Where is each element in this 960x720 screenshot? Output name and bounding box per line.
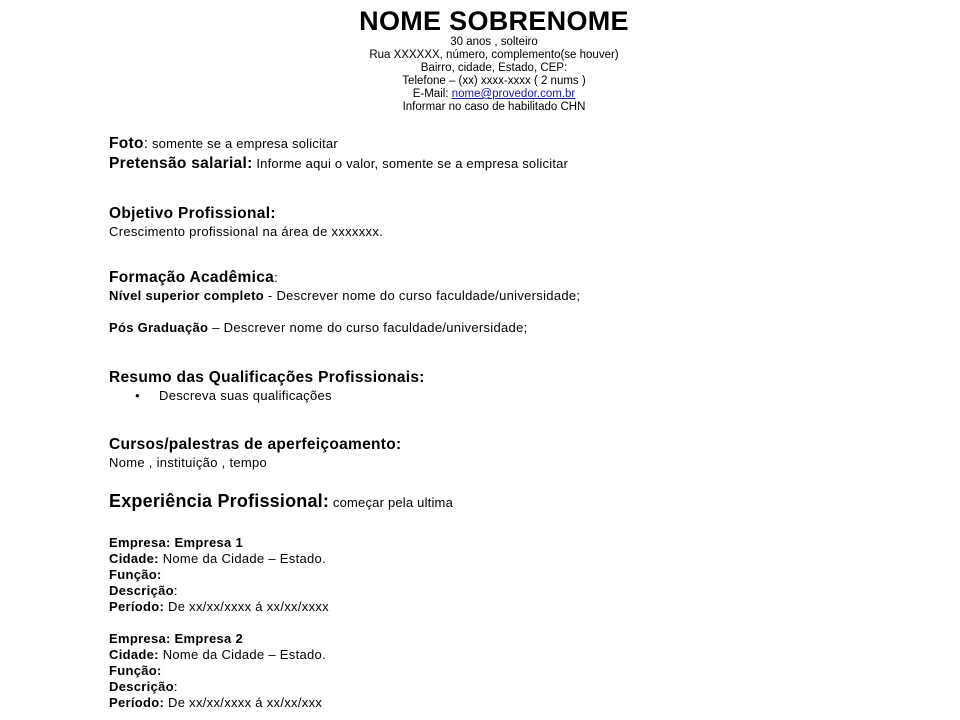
courses-text: Nome , instituição , tempo: [109, 455, 268, 470]
objective-heading: [109, 206, 276, 222]
objective-title: Objetivo Profissional:: [109, 205, 276, 222]
job-2-description: [109, 679, 178, 695]
period-value: De xx/xx/xxxx á xx/xx/xxx: [164, 695, 323, 710]
job-1-company: [109, 535, 243, 551]
courses-title: Cursos/palestras de aperfeiçoamento:: [109, 436, 402, 453]
resume-header: [0, 6, 960, 114]
qualification-text: Descreva suas qualificações: [159, 388, 332, 403]
period-value: De xx/xx/xxxx á xx/xx/xxxx: [164, 599, 329, 614]
degree-label: Nível superior completo: [109, 288, 264, 303]
job-1-description: [109, 583, 178, 599]
experience-heading: [109, 493, 453, 511]
education-postgrad: [109, 320, 528, 336]
experience-note: começar pela ultima: [329, 495, 454, 510]
email-line: [0, 88, 960, 101]
period-label: Período:: [109, 599, 165, 614]
city-label: Cidade:: [109, 551, 159, 566]
salary-label: Pretensão salarial:: [109, 155, 253, 172]
postgrad-label: Pós Graduação: [109, 320, 209, 335]
job-2-role: [109, 663, 162, 679]
education-title: Formação Acadêmica: [109, 269, 275, 286]
qualification-item: [135, 388, 332, 403]
job-2-company: [109, 631, 243, 647]
education-degree: [109, 288, 580, 304]
description-label: Descrição: [109, 679, 174, 694]
city-value: Nome da Cidade – Estado.: [158, 551, 326, 566]
company-label: Empresa: Empresa 2: [109, 631, 244, 646]
job-1-city: [109, 551, 326, 567]
salary-text: Informe aqui o valor, somente se a empresa solicitar: [252, 156, 569, 171]
education-colon: :: [274, 270, 278, 285]
education-heading: [109, 270, 278, 286]
bullet-icon: ●: [135, 391, 141, 400]
description-colon: :: [173, 583, 178, 598]
job-1-role: [109, 567, 162, 583]
age-marital-status: 30 anos , solteiro: [450, 36, 538, 48]
objective-text: Crescimento profissional na área de xxxxxxx.: [109, 224, 384, 239]
photo-colon: :: [143, 135, 149, 152]
photo-line: [109, 136, 338, 152]
email-label: E-Mail:: [412, 88, 452, 100]
city-value: Nome da Cidade – Estado.: [158, 647, 326, 662]
city-label: Cidade:: [109, 647, 159, 662]
role-label: Função:: [109, 567, 162, 582]
district-city-state: Bairro, cidade, Estado, CEP:: [420, 62, 568, 74]
salary-line: [109, 156, 568, 172]
period-label: Período:: [109, 695, 165, 710]
full-name: NOME SOBRENOME: [359, 6, 629, 36]
chn-note: Informar no caso de habilitado CHN: [402, 101, 586, 113]
company-label: Empresa: Empresa 1: [109, 535, 244, 550]
description-label: Descrição: [109, 583, 174, 598]
degree-text: - Descrever nome do curso faculdade/universidade;: [264, 288, 581, 303]
photo-label: Foto: [109, 135, 144, 152]
street-address: Rua XXXXXX, número, complemento(se houver): [369, 49, 619, 61]
qualifications-heading: [109, 370, 425, 386]
job-2-city: [109, 647, 326, 663]
job-2-period: [109, 695, 322, 711]
job-1-period: [109, 599, 329, 615]
qualifications-title: Resumo das Qualificações Profissionais:: [109, 369, 425, 386]
phone-line: Telefone – (xx) xxxx-xxxx ( 2 nums ): [402, 75, 586, 87]
photo-text: somente se a empresa solicitar: [148, 136, 338, 151]
courses-heading: [109, 437, 401, 453]
email-link[interactable]: nome@provedor.com.br: [451, 88, 576, 100]
experience-title: Experiência Profissional:: [109, 491, 330, 511]
description-colon: :: [173, 679, 178, 694]
role-label: Função:: [109, 663, 162, 678]
postgrad-text: – Descrever nome do curso faculdade/universidade;: [208, 320, 528, 335]
